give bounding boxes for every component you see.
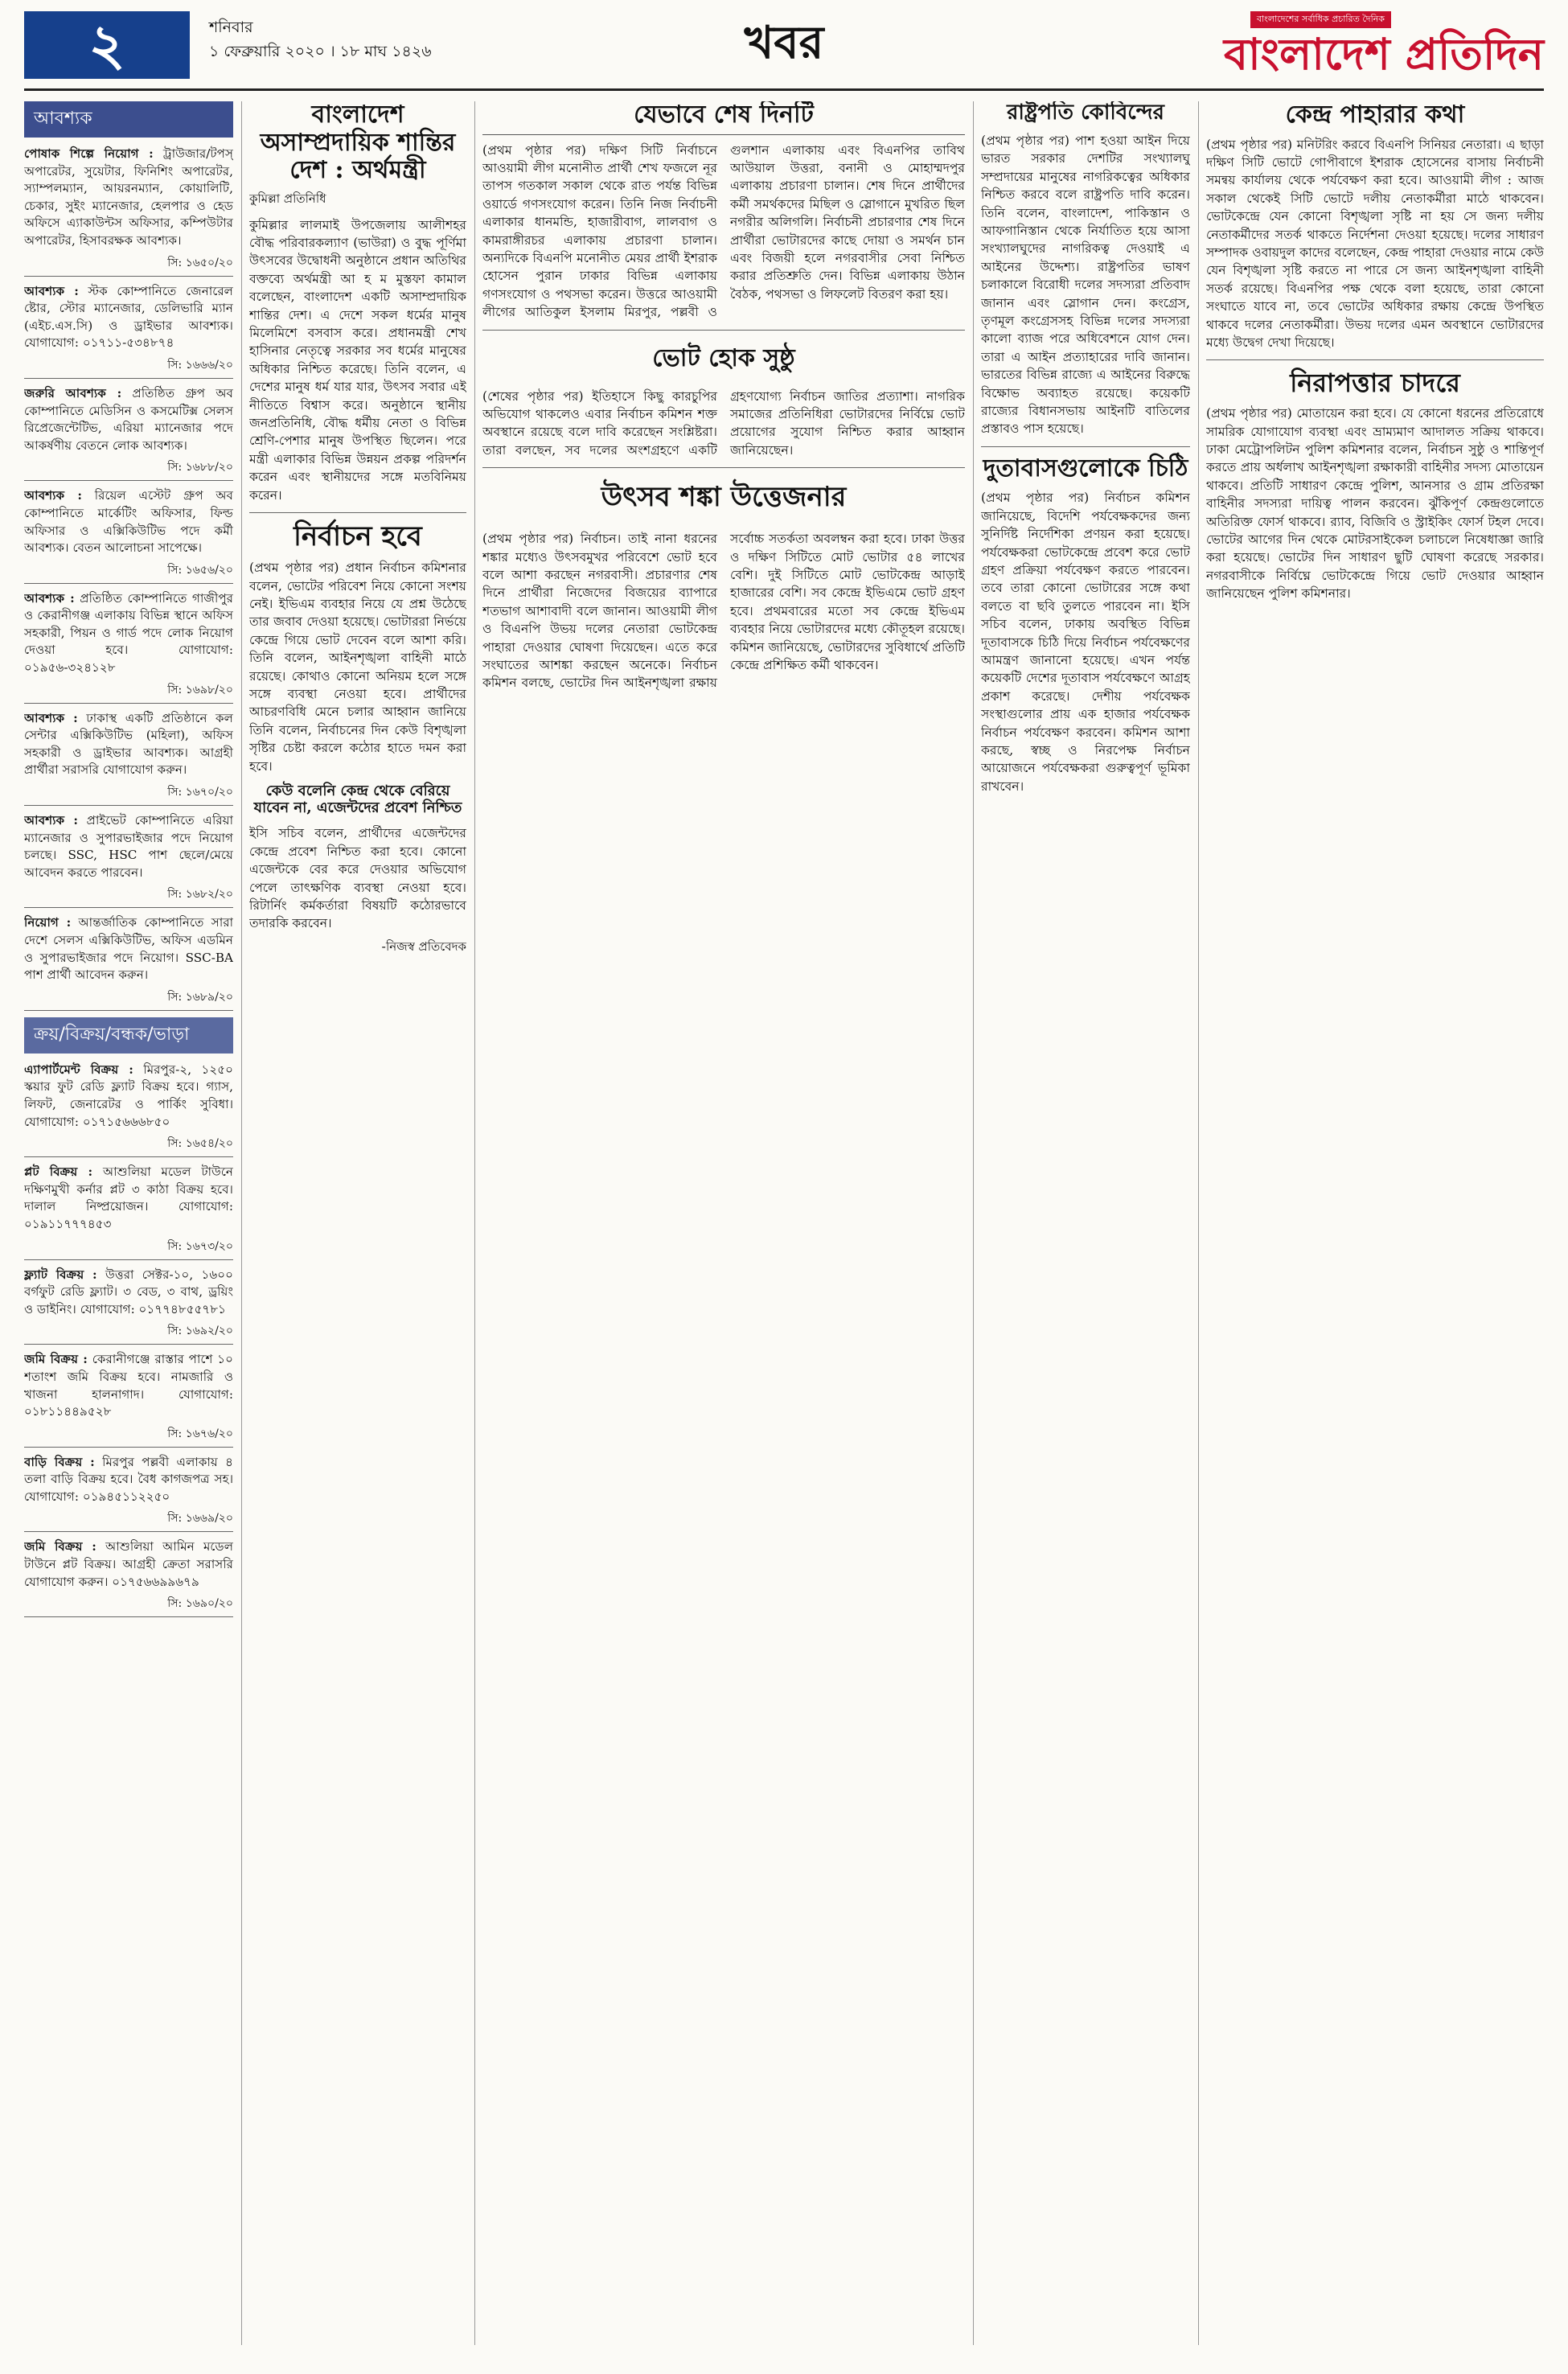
classified-ad-ref: সি: ১৬৯০/২০ [24,1594,233,1617]
classified-ad-lead: জরুরি আবশ্যক : [24,385,122,400]
classified-ad-lead: প্লট বিক্রয় : [24,1164,93,1180]
logo-brand: বাংলাদেশ প্রতিদিন [1224,29,1544,80]
classified-ad-body: কেরানীগঞ্জে রাস্তার পাশে ১০ শতাংশ জমি বিক্রয় হবে। নামজারি ও খাজনা হালনাগাদ। যোগাযোগ: ০১৮১১৪৪৯৫২৮ [24,1352,233,1419]
masthead-rule [24,88,1544,91]
classified-ad [24,1267,233,1345]
story-column-5 [981,101,1190,2345]
story2-body-2: ইসি সচিব বলেন, প্রার্থীদের এজেন্টদের কেন্দ্রে প্রবেশ নিশ্চিত করা হবে। কোনো এজেন্টকে বের করে দেওয়ার অভিযোগ পেলে তাৎক্ষণিক ব্যবস্থা নেওয়া হবে। রিটার্নিং কর্মকর্তারা বিষয়টি কঠোরভাবে তদারকি করবেন। [249,826,466,931]
story3-body-2: (শেষের পৃষ্ঠার পর) ইতিহাসে কিছু কারচুপির অভিযোগ থাকলেও এবার নির্বাচন কমিশন শক্ত অবস্থানে রয়েছে বলে দাবি করেছেন সংশ্লিষ্টরা। তারা বলছেন, সব দলের অংশগ্রহণে একটি গ্রহণযোগ্য নির্বাচন জাতির প্রত্যাশা। নাগরিক সমাজের প্রতিনিধিরা ভোটারদের নির্বিঘ্নে ভোট প্রয়োগের সুযোগ নিশ্চিত করার আহ্বান জানিয়েছেন। [482,388,965,458]
story6-headline: দুতাবাসগুলোকে চিঠি [983,454,1188,483]
classified-ad-lead: জমি বিক্রয় : [24,1539,96,1555]
masthead [0,0,1568,97]
classified-ad-text [24,710,233,779]
story6-body: (প্রথম পৃষ্ঠার পর) নির্বাচন কমিশন জানিয়েছে, বিদেশি পর্যবেক্ষকদের জন্য সুনির্দিষ্ট নির্দেশিকা প্রণয়ন করা হয়েছে। পর্যবেক্ষকরা ভোটকেন্দ্রে প্রবেশ করে ভোট গ্রহণ প্রক্রিয়া পর্যবেক্ষণ করতে পারবেন। তবে তারা কোনো ভোটারের সঙ্গে কথা বলতে বা ছবি তুলতে পারবেন না। ইসি সচিব বলেন, ঢাকায় অবস্থিত বিভিন্ন দূতাবাসকে চিঠি দিয়ে নির্বাচন পর্যবেক্ষণের আমন্ত্রণ জানানো হয়েছে। এখন পর্যন্ত কয়েকটি দেশের দূতাবাস পর্যবেক্ষণে আগ্রহ প্রকাশ করেছে। দেশীয় পর্যবেক্ষক সংস্থাগুলোর প্রায় এক হাজার পর্যবেক্ষক নির্বাচন পর্যবেক্ষণ করবেন। কমিশন আশা করছে, স্বচ্ছ ও নিরপেক্ষ নির্বাচন আয়োজনে পর্যবেক্ষকরা গুরুত্বপূর্ণ ভূমিকা রাখবেন। [981,491,1190,794]
classified-ad-text [24,1538,233,1591]
classified-ad-ref: সি: ১৬৭০/২০ [24,782,233,806]
story4-body: (প্রথম পৃষ্ঠার পর) নির্বাচন। তাই নানা ধরনের শঙ্কার মধ্যেও উৎসবমুখর পরিবেশে ভোট হবে বলে আশা করছেন নগরবাসী। প্রচারণার শেষ দিনে প্রার্থীরা নিজেদের বিজয়ের ব্যাপারে শতভাগ আশাবাদী বলে জানান। আওয়ামী লীগ ও বিএনপি উভয় দলের নেতারা ভোটকেন্দ্র পাহারা দেওয়ার ঘোষণা দিয়েছেন। এতে করে সংঘাতের আশঙ্কা করছেন অনেকে। নির্বাচন কমিশন বলছে, ভোটের দিন আইনশৃঙ্খলা রক্ষায় সর্বোচ্চ সতর্কতা অবলম্বন করা হবে। ঢাকা উত্তর ও দক্ষিণ সিটিতে মোট ভোটার ৫৪ লাখের বেশি। দুই সিটিতে মোট ভোটকেন্দ্র আড়াই হাজারের বেশি। সব কেন্দ্রে ইভিএমে ভোট গ্রহণ হবে। প্রথমবারের মতো সব কেন্দ্রে ইভিএম ব্যবহার নিয়ে ভোটারদের মধ্যে কৌতূহল রয়েছে। কমিশন জানিয়েছে, ভোটারদের সুবিধার্থে প্রতিটি কেন্দ্রে প্রশিক্ষিত কর্মী থাকবেন। [482,532,965,691]
classified-ad-body: উত্তরা সেক্টর-১০, ১৬০০ বর্গফুট রেডি ফ্ল্যাট। ৩ বেড, ৩ বাথ, ড্রয়িং ও ডাইনিং। যোগাযোগ: ০১৭৭৪৮৫৫৭৮১ [24,1267,233,1316]
classified-ad-body: প্রতিষ্ঠিত গ্রুপ অব কোম্পানিতে মেডিসিন ও কসমেটিক্স সেলস রিপ্রেজেন্টেটিভ, এরিয়া ম্যানেজার পদে আকর্ষণীয় বেতনে লোক আবশ্যক। [24,385,233,453]
story4-headline: উৎসব শঙ্কা উত্তেজনার [601,481,847,514]
classified-ad-body: প্রাইভেট কোম্পানিতে এরিয়া ম্যানেজার ও সুপারভাইজার পদে নিয়োগ চলছে। SSC, HSC পাশ ছেলে/মেয়ে আবেদন করতে পারবেন। [24,813,233,880]
classified-ad-ref: সি: ১৬৬৯/২০ [24,1509,233,1532]
story-column-6 [1206,101,1544,2345]
classified-ad [24,146,233,277]
story-divider [249,512,466,513]
story3-headline: যেভাবে শেষ দিনটি [482,101,965,135]
story2-body: (প্রথম পৃষ্ঠার পর) প্রধান নির্বাচন কমিশনার বলেন, ভোটের পরিবেশ নিয়ে কোনো সংশয় নেই। ইভিএম ব্যবহার নিয়ে যে প্রশ্ন উঠেছে তার জবাব দেওয়া হয়েছে। ভোটাররা নির্ভয়ে কেন্দ্রে গিয়ে ভোট দেবেন বলে আশা করি। তিনি বলেন, আইনশৃঙ্খলা বাহিনী মাঠে রয়েছে। কোথাও কোনো অনিয়ম হলে সঙ্গে সঙ্গে ব্যবস্থা নেওয়া হবে। প্রার্থীদের আচরণবিধি মেনে চলার আহ্বান জানিয়ে তিনি বলেন, নির্বাচনের দিন কেউ বিশৃঙ্খলা সৃষ্টির চেষ্টা করলে কঠোর হাতে দমন করা হবে। [249,561,466,774]
classified-ad-ref: সি: ১৬৭৬/২০ [24,1424,233,1448]
story-divider [482,467,965,468]
classified-ad-lead: ফ্ল্যাট বিক্রয় : [24,1267,97,1282]
section-title: খবর [744,16,824,69]
classified-ad-lead: জমি বিক্রয় : [24,1352,88,1367]
column-divider [241,101,242,2345]
story1-byline: কুমিল্লা প্রতিনিধি [249,191,326,206]
classified-ad-text [24,283,233,352]
issue-date: ১ ফেব্রুয়ারি ২০২০ । ১৮ মাঘ ১৪২৬ [209,43,432,60]
classified-ad [24,1454,233,1533]
classified-ad-body: মিরপুর-২, ১২৫০ স্কয়ার ফুট রেডি ফ্ল্যাট বিক্রয় হবে। গ্যাস, লিফট, জেনারেটর ও পার্কিং সুবিধা। যোগাযোগ: ০১৭১৫৬৬৬৮৫০ [24,1062,233,1129]
classified-ad-body: ঢাকাস্থ একটি প্রতিষ্ঠানে কল সেন্টার এক্সিকিউটিভ (মহিলা), অফিস সহকারী ও ড্রাইভার আবশ্যক। আগ্রহী প্রার্থীরা সরাসরি যোগাযোগ করুন। [24,710,233,778]
story8-body: (প্রথম পৃষ্ঠার পর) মোতায়েন করা হবে। যে কোনো ধরনের প্রতিরোধে সামরিক যোগাযোগ ব্যবস্থা এবং ভ্রাম্যমাণ আদালত সক্রিয় থাকবে। ঢাকা মেট্রোপলিটন পুলিশ কমিশনার বলেন, নির্বাচন সুষ্ঠু ও শান্তিপূর্ণ করতে প্রায় অর্ধলাখ আইনশৃঙ্খলা রক্ষাকারী বাহিনীর সদস্য মোতায়েন থাকবে। প্রতিটি সাধারণ কেন্দ্রে পুলিশ, আনসার ও গ্রাম প্রতিরক্ষা বাহিনীর সদস্যরা দায়িত্ব পালন করবেন। ঝুঁকিপূর্ণ কেন্দ্রগুলোতে অতিরিক্ত ফোর্স থাকবে। র‌্যাব, বিজিবি ও স্ট্রাইকিং ফোর্স টহল দেবে। ভোটের আগের দিন থেকে মোটরসাইকেল চলাচলে নিষেধাজ্ঞা জারি করা হয়েছে। ভোটের দিন সাধারণ ছুটি ঘোষণা করেছে সরকার। নগরবাসীকে নির্বিঘ্নে ভোটকেন্দ্রে গিয়ে ভোট দেওয়ার আহ্বান জানিয়েছেন পুলিশ কমিশনার। [1206,406,1544,602]
classified-ad-lead: আবশ্যক : [24,488,82,503]
sale-heading: ক্রয়/বিক্রয়/বন্ধক/ভাড়া [24,1017,233,1054]
issue-day: শনিবার [209,18,253,36]
column-divider [973,101,974,2345]
classified-ad-lead: এ্যাপার্টমেন্ট বিক্রয় : [24,1062,133,1077]
column-divider [1198,101,1199,2345]
classified-ad-body: মিরপুর পল্লবী এলাকায় ৪ তলা বাড়ি বিক্রয় হবে। বৈধ কাগজপত্র সহ। যোগাযোগ: ০১৯৪৫১১২২৫০ [24,1454,233,1504]
classified-ad-ref: সি: ১৬৫৪/২০ [24,1134,233,1157]
classified-ad-ref: সি: ১৬৫৬/২০ [24,561,233,584]
classified-heading: আবশ্যক [24,101,233,138]
classified-ad-ref: সি: ১৬৮৯/২০ [24,988,233,1011]
classified-ad-text [24,1164,233,1233]
classified-ad-text [24,1062,233,1131]
column-divider [474,101,475,2345]
classified-ad [24,1538,233,1617]
classified-ad [24,1164,233,1259]
classified-ad-body: ট্রাউজার/টপস্ অপারেটর, সুয়েটার, ফিনিশিং অপারেটর, স্যাম্পলম্যান, আয়রনম্যান, কোয়ালিটি, চেকার, সুইং ম্যানেজার, হেলপার ও হেড অফিসে এ্যাকাউন্টস অফিসার, কম্পিউটার অপারেটর, হিসাবরক্ষক আবশ্যক। [24,146,233,248]
page-number: ২ [24,11,190,79]
story1-headline: বাংলাদেশ অসাম্প্রদায়িক শান্তির দেশ : অর্থমন্ত্রী [260,101,456,184]
classified-ad-ref: সি: ১৬৮৮/২০ [24,458,233,481]
story3-subhead: ভোট হোক সুষ্ঠু [652,343,795,372]
logo-tagline: বাংলাদেশের সর্বাধিক প্রচারিত দৈনিক [1250,11,1391,28]
classified-ad-text [24,487,233,557]
classified-ad-body: প্রতিষ্ঠিত কোম্পানিতে গাজীপুর ও কেরানীগঞ্জ এলাকায় বিভিন্ন স্থানে অফিস সহকারী, পিয়ন ও গার্ড পদে লোক নিয়োগ দেওয়া হবে। যোগাযোগ: ০১৯৫৬-৩২৪১২৮ [24,590,233,676]
story-divider [482,330,965,331]
classified-ad-text [24,1351,233,1420]
classified-ad-text [24,590,233,677]
classified-ad-ref: সি: ১৬৮২/২০ [24,885,233,908]
classified-ad-ref: সি: ১৬৬৬/২০ [24,355,233,379]
classified-ad-body: আন্তর্জাতিক কোম্পানিতে সারা দেশে সেলস এক্সিকিউটিভ, অফিস এডমিন ও সুপারভাইজার পদে নিয়োগ। SSC-BA পাশ প্রার্থী আবেদন করুন। [24,915,233,983]
newspaper-logo [1158,8,1544,82]
story-column-3 [482,101,965,2345]
classified-ad-lead: আবশ্যক : [24,710,78,725]
classified-ad-lead: বাড়ি বিক্রয় : [24,1454,95,1469]
story3-body: (প্রথম পৃষ্ঠার পর) দক্ষিণ সিটি নির্বাচনে আওয়ামী লীগ মনোনীত প্রার্থী শেখ ফজলে নূর তাপস গতকাল সকাল থেকে রাত পর্যন্ত বিভিন্ন ওয়ার্ডে গণসংযোগ করেন। তিনি নিজ নির্বাচনী এলাকার ধানমন্ডি, হাজারীবাগ, লালবাগ ও কামরাঙ্গীরচর এলাকায় প্রচারণা চালান। অন্যদিকে বিএনপি মনোনীত মেয়র প্রার্থী ইশরাক হোসেন পুরান ঢাকার বিভিন্ন এলাকায় গণসংযোগ ও পথসভা করেন। উত্তরে আওয়ামী লীগের আতিকুল ইসলাম মিরপুর, পল্লবী ও গুলশান এলাকায় এবং বিএনপির তাবিথ আউয়াল উত্তরা, বনানী ও মোহাম্মদপুর এলাকায় প্রচারণা চালান। শেষ দিনে প্রার্থীদের কর্মী সমর্থকদের মিছিল ও স্লোগানে মুখরিত ছিল নগরীর অলিগলি। নির্বাচনী প্রচারণার শেষ দিনে প্রার্থীরা ভোটারদের কাছে দোয়া ও সমর্থন চান এবং বিজয়ী হলে নগরবাসীর সেবা নিশ্চিত করার প্রতিশ্রুতি দেন। বিভিন্ন এলাকায় উঠান বৈঠক, পথসভা ও লিফলেট বিতরণ করা হয়। [482,142,965,320]
story5-headline: রাষ্ট্রপতি কোবিন্দের [1007,101,1164,125]
classified-ad-lead: আবশ্যক : [24,590,75,606]
classified-ad-text [24,1454,233,1506]
sale-ads-list [24,1062,233,1617]
story-divider [1206,359,1544,360]
classified-ad-text [24,812,233,881]
story2-headline: নির্বাচন হবে [293,520,422,552]
classified-ad-text [24,1267,233,1319]
story7-headline: কেন্দ্র পাহারার কথা [1285,101,1465,129]
classified-ad-ref: সি: ১৬৯২/২০ [24,1321,233,1345]
classified-ad [24,1062,233,1157]
classified-ad [24,710,233,806]
classified-ad [24,914,233,1010]
story2-credit: -নিজস্ব প্রতিবেদক [381,939,466,954]
story8-headline: নিরাপত্তার চাদরে [1290,368,1460,399]
story2-subhead: কেউ বলেনি কেন্দ্র থেকে বেরিয়ে যাবেন না, এজেন্টদের প্রবেশ নিশ্চিত [253,782,462,816]
classified-ads-list [24,146,233,1011]
classified-ad-lead: পোষাক শিল্পে নিয়োগ : [24,146,154,161]
classified-ad-lead: আবশ্যক : [24,813,78,828]
classified-ad-lead: আবশ্যক : [24,283,79,298]
classified-ad-body: স্টক কোম্পানিতে জেনারেল ষ্টোর, স্টোর ম্যানেজার, ডেলিভারি ম্যান (এইচ.এস.সি) ও ড্রাইভার আবশ্যক। যোগাযোগ: ০১৭১১-৫৩৪৮৭৪ [24,283,233,351]
story1-body: কুমিল্লার লালমাই উপজেলায় আলীশহর বৌদ্ধ পরিবারকল্যাণ (ভাউরা) ও বুদ্ধ পূর্ণিমা উৎসবের উদ্বোধনী অনুষ্ঠানে প্রধান অতিথির বক্তব্যে অর্থমন্ত্রী আ হ ম মুস্তফা কামাল বলেছেন, বাংলাদেশ একটি অসাম্প্রদায়িক শান্তির দেশ। এ দেশে সকল ধর্মের মানুষ মিলেমিশে বসবাস করে। প্রধানমন্ত্রী শেখ হাসিনার নেতৃত্বে সরকার সব ধর্মের মানুষের অধিকার নিশ্চিত করেছে। তিনি বলেন, এ দেশের মানুষ ধর্ম যার যার, উৎসব সবার এই নীতিতে বিশ্বাস করে। অনুষ্ঠানে স্থানীয় জনপ্রতিনিধি, বৌদ্ধ ধর্মীয় নেতা ও বিভিন্ন শ্রেণি-পেশার মানুষ উপস্থিত ছিলেন। পরে মন্ত্রী এলাকার বিভিন্ন উন্নয়ন প্রকল্প পরিদর্শন করেন এবং স্থানীয়দের সঙ্গে মতবিনিময় করেন। [249,217,466,503]
classified-ad-lead: নিয়োগ : [24,915,72,930]
classified-ad [24,812,233,908]
classified-ad [24,590,233,704]
story-divider [981,446,1190,447]
classified-ad-body: আশুলিয়া মডেল টাউনে দক্ষিণমুখী কর্নার প্লট ৩ কাঠা বিক্রয় হবে। দালাল নিষ্প্রয়োজন। যোগাযোগ: ০১৯১১৭৭৭৪৫৩ [24,1164,233,1231]
classified-ad-body: আশুলিয়া আমিন মডেল টাউনে প্লট বিক্রয়। আগ্রহী ক্রেতা সরাসরি যোগাযোগ করুন। ০১৭৫৬৬৯৯৬৭৯ [24,1539,233,1589]
classified-column [24,101,233,2345]
story-column-2 [249,101,466,2345]
classified-ad-body: রিয়েল এস্টেট গ্রুপ অব কোম্পানিতে মার্কেটিং অফিসার, ফিল্ড অফিসার ও এক্সিকিউটিভ পদে কর্মী আবশ্যক। বেতন আলোচনা সাপেক্ষে। [24,488,233,556]
classified-ad-ref: সি: ১৬৯৮/২০ [24,680,233,704]
classified-ad-text [24,146,233,250]
story5-body: (প্রথম পৃষ্ঠার পর) পাশ হওয়া আইন দিয়ে ভারত সরকার দেশটির সংখ্যালঘু সম্প্রদায়ের মানুষের নাগরিকত্বের অধিকার নিশ্চিত করবে বলে রাষ্ট্রপতি দাবি করেন। তিনি বলেন, বাংলাদেশ, পাকিস্তান ও আফগানিস্তান থেকে নির্যাতিত হয়ে আসা সংখ্যালঘুদের নাগরিকত্ব দেওয়াই এ আইনের উদ্দেশ্য। রাষ্ট্রপতির ভাষণ চলাকালে বিরোধী দলের সদস্যরা প্রতিবাদ জানান এবং স্লোগান দেন। কংগ্রেস, তৃণমূল কংগ্রেসসহ বিভিন্ন দলের সদস্যরা কালো ব্যাজ পরে অধিবেশনে যোগ দেন। তারা এ আইন প্রত্যাহারের দাবি জানান। ভারতের বিভিন্ন রাজ্যে এ আইনের বিরুদ্ধে বিক্ষোভ অব্যাহত রয়েছে। কয়েকটি রাজ্যের বিধানসভায় আইনটি বাতিলের প্রস্তাবও পাস হয়েছে। [981,133,1190,437]
story7-body: (প্রথম পৃষ্ঠার পর) মনিটরিং করবে বিএনপি সিনিয়র নেতারা। এ ছাড়া দক্ষিণ সিটি ভোটে গোপীবাগে ইশরাক হোসেনের বাসায় নির্বাচনী সমন্বয় কার্যালয় থেকে পর্যবেক্ষণ করা হবে। আওয়ামী লীগ : আজ সকাল থেকেই সিটি ভোটে দলীয় নেতাকর্মীরা মাঠে থাকবেন। ভোটকেন্দ্রে যেন কোনো বিশৃঙ্খলা সৃষ্টি না হয় সে জন্য দলীয় নেতাকর্মীদের সতর্ক থাকতে নির্দেশনা দেওয়া হয়েছে। দলের সাধারণ সম্পাদক ওবায়দুল কাদের বলেছেন, কেন্দ্র পাহারা দেওয়ার নামে কেউ যেন বিশৃঙ্খলা সৃষ্টি করতে না পারে সে জন্য আইনশৃঙ্খলা বাহিনী সতর্ক রয়েছে। বিএনপির পক্ষ থেকে বলা হয়েছে, তারা কোনো সংঘাতে যাবে না, তবে ভোটের অধিকার রক্ষায় কেন্দ্রে উপস্থিত থাকবে দলের নেতাকর্মীরা। উভয় দলের এমন অবস্থানে ভোটারদের মধ্যে উদ্বেগ দেখা দিয়েছে। [1206,137,1544,350]
classified-ad [24,283,233,379]
classified-ad-text [24,914,233,984]
classified-ad-ref: সি: ১৬৫০/২০ [24,253,233,277]
classified-ad [24,385,233,481]
classified-ad [24,1351,233,1447]
classified-ad-text [24,385,233,454]
classified-ad [24,487,233,583]
classified-ad-ref: সি: ১৬৭৩/২০ [24,1237,233,1260]
